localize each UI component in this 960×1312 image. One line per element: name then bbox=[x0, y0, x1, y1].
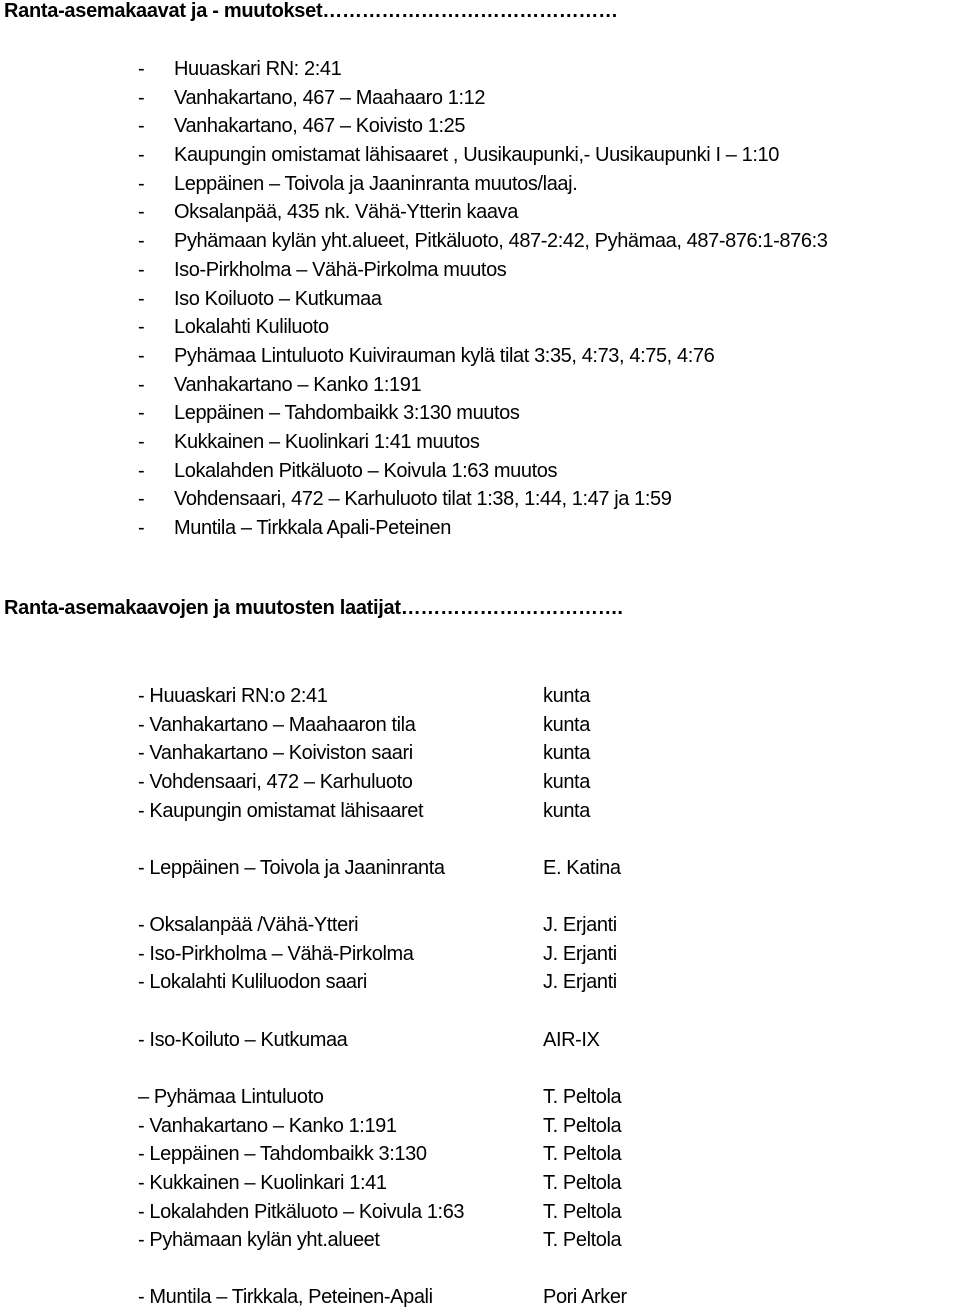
author-row bbox=[138, 854, 738, 883]
list-dash: - bbox=[138, 459, 145, 482]
plan-name: Vanhakartano, 467 – Maahaaro 1:12 bbox=[174, 86, 486, 109]
author-row-author: AIR-IX bbox=[543, 1028, 600, 1051]
group-spacer bbox=[138, 825, 738, 854]
author-row bbox=[138, 1026, 738, 1055]
plan-item bbox=[138, 55, 827, 84]
plan-name: Pyhämaan kylän yht.alueet, Pitkäluoto, 487-2:42, Pyhämaa, 487-876:1-876:3 bbox=[174, 230, 828, 253]
author-row-plan: - Oksalanpää /Vähä-Ytteri bbox=[138, 914, 359, 937]
author-group bbox=[138, 911, 738, 997]
plan-item bbox=[138, 485, 827, 514]
plan-item bbox=[138, 84, 827, 113]
plan-name: Kukkainen – Kuolinkari 1:41 muutos bbox=[174, 430, 480, 453]
author-row-author: T. Peltola bbox=[543, 1171, 622, 1194]
author-row bbox=[138, 1198, 738, 1227]
author-row bbox=[138, 1226, 738, 1255]
author-row bbox=[138, 1112, 738, 1141]
author-row bbox=[138, 682, 738, 711]
plan-item bbox=[138, 227, 827, 256]
plan-item bbox=[138, 342, 827, 371]
list-dash: - bbox=[138, 344, 145, 367]
author-row-plan: - Leppäinen – Tahdombaikk 3:130 bbox=[138, 1143, 427, 1166]
author-list bbox=[138, 682, 738, 1312]
list-dash: - bbox=[138, 201, 145, 224]
author-row-plan: - Vohdensaari, 472 – Karhuluoto bbox=[138, 770, 413, 793]
author-group bbox=[138, 854, 738, 883]
plan-name: Pyhämaa Lintuluoto Kuivirauman kylä tilat 3:35, 4:73, 4:75, 4:76 bbox=[174, 344, 715, 367]
plan-name: Vanhakartano, 467 – Koivisto 1:25 bbox=[174, 115, 466, 138]
heading-authors: Ranta-asemakaavojen ja muutosten laatijat……………………………. bbox=[4, 597, 623, 619]
plan-item bbox=[138, 141, 827, 170]
author-group bbox=[138, 1283, 738, 1312]
author-row bbox=[138, 1083, 738, 1112]
list-dash: - bbox=[138, 86, 145, 109]
author-row-author: Pori Arker bbox=[543, 1286, 627, 1309]
plan-item bbox=[138, 371, 827, 400]
author-row-plan: - Lokalahti Kuliluodon saari bbox=[138, 971, 367, 994]
group-spacer bbox=[138, 1255, 738, 1284]
plan-name: Leppäinen – Tahdombaikk 3:130 muutos bbox=[174, 402, 520, 425]
author-row-author: T. Peltola bbox=[543, 1200, 622, 1223]
plan-name: Lokalahti Kuliluoto bbox=[174, 316, 329, 339]
list-dash: - bbox=[138, 172, 145, 195]
author-row-author: J. Erjanti bbox=[543, 914, 617, 937]
list-dash: - bbox=[138, 287, 145, 310]
author-row bbox=[138, 1169, 738, 1198]
plan-name: Vanhakartano – Kanko 1:191 bbox=[174, 373, 422, 396]
plan-name: Oksalanpää, 435 nk. Vähä-Ytterin kaava bbox=[174, 201, 518, 224]
author-row bbox=[138, 797, 738, 826]
list-dash: - bbox=[138, 373, 145, 396]
plan-item bbox=[138, 313, 827, 342]
author-row-plan: - Vanhakartano – Maahaaron tila bbox=[138, 713, 416, 736]
list-dash: - bbox=[138, 517, 145, 539]
author-row-author: kunta bbox=[543, 742, 590, 765]
author-row-author: J. Erjanti bbox=[543, 942, 617, 965]
author-row-plan: – Pyhämaa Lintuluoto bbox=[138, 1085, 324, 1108]
author-row-author: kunta bbox=[543, 770, 590, 793]
author-row-plan: - Muntila – Tirkkala, Peteinen-Apali bbox=[138, 1286, 433, 1309]
plan-name: Iso Koiluoto – Kutkumaa bbox=[174, 287, 382, 310]
author-row-author: T. Peltola bbox=[543, 1114, 622, 1137]
plan-item bbox=[138, 256, 827, 285]
group-spacer bbox=[138, 997, 738, 1026]
author-row-author: T. Peltola bbox=[543, 1143, 622, 1166]
plan-name: Vohdensaari, 472 – Karhuluoto tilat 1:38, 1:44, 1:47 ja 1:59 bbox=[174, 488, 672, 511]
list-dash: - bbox=[138, 144, 145, 167]
author-row bbox=[138, 968, 738, 997]
author-row-plan: - Leppäinen – Toivola ja Jaaninranta bbox=[138, 856, 445, 879]
author-row-author: T. Peltola bbox=[543, 1085, 622, 1108]
group-spacer bbox=[138, 882, 738, 911]
author-row bbox=[138, 768, 738, 797]
author-row-plan: - Iso-Pirkholma – Vähä-Pirkolma bbox=[138, 942, 414, 965]
plan-name: Lokalahden Pitkäluoto – Koivula 1:63 muutos bbox=[174, 459, 558, 482]
author-row bbox=[138, 940, 738, 969]
plan-item bbox=[138, 428, 827, 457]
author-row bbox=[138, 739, 738, 768]
author-row-plan: - Lokalahden Pitkäluoto – Koivula 1:63 bbox=[138, 1200, 465, 1223]
author-row-author: kunta bbox=[543, 799, 590, 822]
list-dash: - bbox=[138, 115, 145, 138]
plan-item bbox=[138, 198, 827, 227]
author-row-plan: - Vanhakartano – Koiviston saari bbox=[138, 742, 413, 765]
author-row-plan: - Kaupungin omistamat lähisaaret bbox=[138, 799, 424, 822]
plan-name: Huuaskari RN: 2:41 bbox=[174, 58, 342, 80]
author-row-plan: - Huuaskari RN:o 2:41 bbox=[138, 685, 328, 707]
plan-list bbox=[138, 55, 827, 543]
author-row bbox=[138, 911, 738, 940]
list-dash: - bbox=[138, 58, 145, 80]
plan-item bbox=[138, 399, 827, 428]
author-row bbox=[138, 1140, 738, 1169]
author-row bbox=[138, 1283, 738, 1312]
author-group bbox=[138, 1026, 738, 1055]
author-row-plan: - Kukkainen – Kuolinkari 1:41 bbox=[138, 1171, 387, 1194]
list-dash: - bbox=[138, 230, 145, 253]
list-dash: - bbox=[138, 316, 145, 339]
plan-item bbox=[138, 285, 827, 314]
author-row-author: kunta bbox=[543, 685, 590, 707]
plan-item bbox=[138, 457, 827, 486]
heading-plans: Ranta-asemakaavat ja - muutokset……………………………………… bbox=[4, 0, 618, 22]
list-dash: - bbox=[138, 430, 145, 453]
plan-name: Leppäinen – Toivola ja Jaaninranta muutos/laaj. bbox=[174, 172, 578, 195]
author-row-author: kunta bbox=[543, 713, 590, 736]
author-row-plan: - Pyhämaan kylän yht.alueet bbox=[138, 1229, 380, 1252]
author-row-author: E. Katina bbox=[543, 856, 621, 879]
author-row-plan: - Iso-Koiluto – Kutkumaa bbox=[138, 1028, 348, 1051]
author-group bbox=[138, 1083, 738, 1255]
plan-item bbox=[138, 170, 827, 199]
list-dash: - bbox=[138, 402, 145, 425]
author-row-plan: - Vanhakartano – Kanko 1:191 bbox=[138, 1114, 397, 1137]
plan-item bbox=[138, 112, 827, 141]
author-row-author: T. Peltola bbox=[543, 1229, 622, 1252]
plan-name: Iso-Pirkholma – Vähä-Pirkolma muutos bbox=[174, 258, 507, 281]
list-dash: - bbox=[138, 488, 145, 511]
author-group bbox=[138, 682, 738, 825]
list-dash: - bbox=[138, 258, 145, 281]
plan-name: Kaupungin omistamat lähisaaret , Uusikaupunki,- Uusikaupunki I – 1:10 bbox=[174, 144, 779, 167]
group-spacer bbox=[138, 1054, 738, 1083]
author-row-author: J. Erjanti bbox=[543, 971, 617, 994]
plan-name: Muntila – Tirkkala Apali-Peteinen bbox=[174, 517, 451, 539]
plan-item bbox=[138, 514, 827, 543]
author-row bbox=[138, 711, 738, 740]
